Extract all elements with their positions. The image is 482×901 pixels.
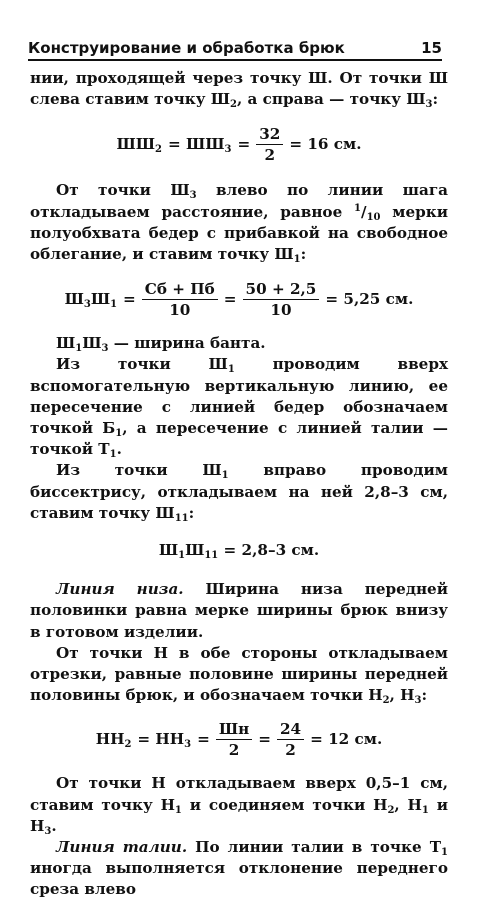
fraction: $\frac{Сб + Пб}{10}$ [142,280,218,319]
fraction: $\frac{32}{2}$ [256,125,283,164]
paragraph-vertical-line: Из точки $Ш_1$ проводим вверх вспомогательную вертикальную линию, ее пересечение с линией бедер обозначаем точкой $Б_1$, а пересечение с линией талии — точкой $Т_1$. [30,355,448,461]
paragraph-bant-width: $Ш_1Ш_3$ — ширина банта. [56,334,266,355]
paragraph-hem-line: Линия низа. Ширина низа передней половинки равна мерке ширины брюк внизу в готовом изделии. [30,580,448,641]
formula-shsh2: $ШШ_2$ = $ШШ_3$ = $\frac{32}{2}$ = 16 см. [116,125,362,165]
page-number: 15 [421,39,442,57]
section-lead: Линия талии. [56,838,188,857]
running-header [28,35,442,61]
paragraph-waist-line: Линия талии. По линии талии в точке $Т_1$ иногда выполняется отклонение переднего среза влево [30,838,448,899]
formula-nn2: $НН_2$ = $НН_3$ = $\frac{Шн}{2}$ = $\frac{24}{2}$ = 12 см. [95,720,383,760]
formula-sh1sh11: $Ш_1Ш_{11} = 2,8-3$ см. [158,541,320,562]
paragraph-step-distance: От точки $Ш_3$ влево по линии шага откладываем расстояние, равное $^1/_{10}$ мерки полуобхвата бедер с прибавкой на свободное облегание, и ставим точку $Ш_1$: [30,181,448,266]
fraction: $\frac{Шн}{2}$ [216,720,252,759]
page-body [30,68,448,901]
fraction: $\frac{24}{2}$ [277,720,304,759]
paragraph-continuation: нии, проходящей через точку Ш. От точки Ш слева ставим точку $Ш_2$, а справа — точку $Ш_3$: [30,69,448,111]
paragraph-hem-points: От точки Н в обе стороны откладываем отрезки, равные половине ширины передней половины брюк, и обозначаем точки $Н_2$, $Н_3$: [30,643,448,707]
paragraph-point-h1: От точки Н откладываем вверх 0,5–1 см, ставим точку $Н_1$ и соединяем точки $Н_2$, $Н_1$ и $Н_3$. [30,774,448,837]
paragraph-bisector: Из точки $Ш_1$ вправо проводим биссектрису, откладываем на ней 2,8–3 см, ставим точку $Ш_{11}$: [30,461,448,524]
section-lead: Линия низа. [56,580,184,599]
running-title: Конструирование и обработка брюк [28,39,345,57]
fraction: $\frac{50 + 2,5}{10}$ [243,280,320,319]
formula-sh3sh1: $Ш_3Ш_1$ = $\frac{Сб + Пб}{10}$ = $\frac{50 + 2,5}{10}$ = 5,25 см. [64,280,414,320]
